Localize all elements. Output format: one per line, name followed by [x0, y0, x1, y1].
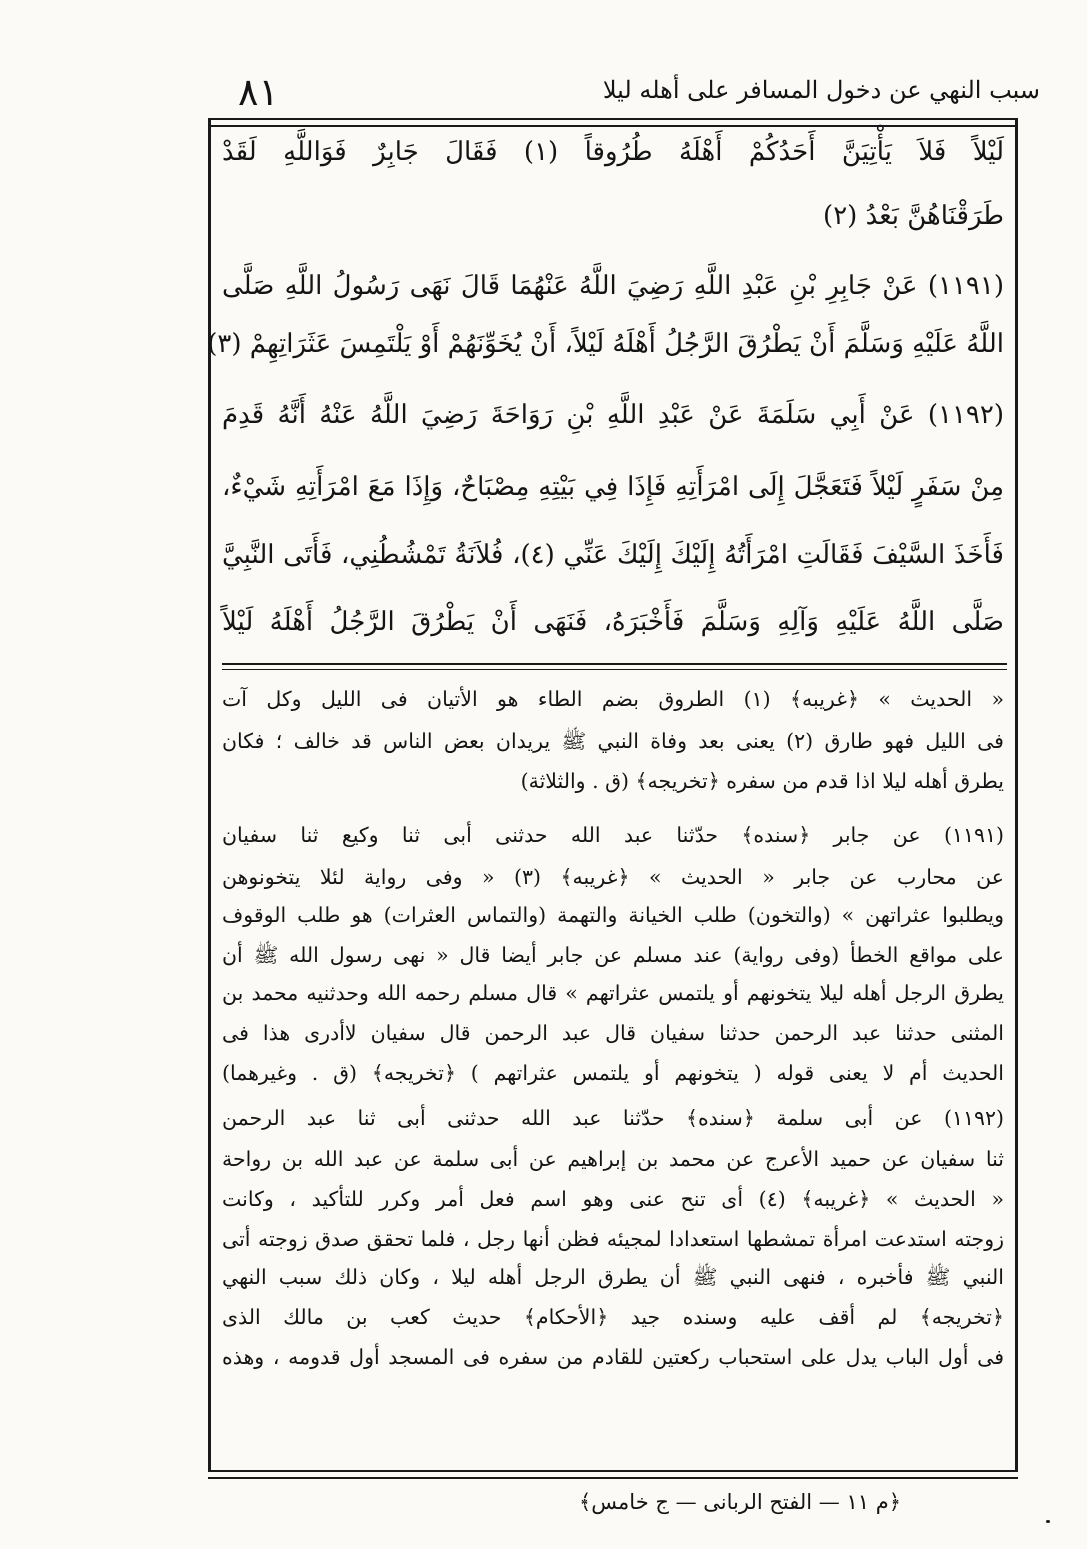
main-text-line: اللَّهُ عَلَيْهِ وَسَلَّمَ أَنْ يَطْرُقَ الرَّجُلُ أَهْلَهُ لَيْلاً، أَنْ يُخَوِّنَهُمْ أَوْ يَلْتَمِسَ عَثَرَاتِهِمْ (٣) — [207, 329, 1004, 359]
main-text-line: (١١٩٢) عَنْ أَبِي سَلَمَةَ عَنْ عَبْدِ اللَّهِ بْنِ رَوَاحَةَ رَضِيَ اللَّهُ عَنْهُ أَنَّهُ قَدِمَ — [222, 400, 1004, 430]
footnote-line: فى الليل فهو طارق (٢) يعنى بعد وفاة النبي ﷺ يريدان بعض الناس قد خالف ؛ فكان — [222, 729, 1004, 753]
main-text-line: لَيْلاً فَلاَ يَأْتِيَنَّ أَحَدُكُمْ أَهْلَهُ طُرُوقاً (١) فَقَالَ جَابِرٌ فَوَاللَّهِ لَقَدْ — [222, 137, 1004, 167]
footnote-line: ﴿تخريجه﴾ لم أقف عليه وسنده جيد ﴿الأحكام﴾ حديث كعب بن مالك الذى — [222, 1305, 1004, 1329]
footnote-line: « الحديث » ﴿غريبه﴾ (٤) أى تنح عنى وهو اسم فعل أمر وكرر للتأكيد ، وكانت — [222, 1187, 1004, 1211]
main-text-line: مِنْ سَفَرٍ لَيْلاً فَتَعَجَّلَ إِلَى امْرَأَتِهِ فَإِذَا فِي بَيْتِهِ مِصْبَاحٌ، وَإِذَا مَعَ امْرَأَتِهِ شَيْءٌ، — [222, 472, 1004, 502]
running-title: سبب النهي عن دخول المسافر على أهله ليلا — [602, 76, 1040, 104]
page-header — [210, 66, 1050, 116]
footnote-line: « الحديث » ﴿غريبه﴾ (١) الطروق بضم الطاء هو الأتيان فى الليل وكل آت — [222, 687, 1005, 711]
signature-footer: ﴿م ١١ — الفتح الربانى — ج خامس﴾ — [578, 1490, 902, 1514]
footnote-line: عن محارب عن جابر « الحديث » ﴿غريبه﴾ (٣) « وفى رواية لئلا يتخونوهن — [222, 865, 1004, 889]
ink-dot — [1046, 1520, 1050, 1523]
main-text-line: طَرَقْنَاهُنَّ بَعْدُ (٢) — [823, 201, 1004, 231]
footnote-line: فى أول الباب يدل على استحباب ركعتين للقادم من سفره فى المسجد أول قدومه ، وهذه — [222, 1345, 1005, 1369]
footnote-line: زوجته استدعت امرأة تمشطها استعدادا لمجيئه فظن أنها رجل ، فلما تحقق صدق زوجته أتى — [222, 1227, 1004, 1251]
footnote-line: (١١٩١) عن جابر ﴿سنده﴾ حدّثنا عبد الله حدثنى أبى ثنا وكيع ثنا سفيان — [222, 823, 1004, 847]
footnote-line: يطرق الرجل أهله ليلا يتخونهم أو يلتمس عثراتهم » قال مسلم رحمه الله وحدثنيه محمد بن — [222, 981, 1004, 1005]
footnote-line: يطرق أهله ليلا اذا قدم من سفره ﴿تخريجه﴾ (ق . والثلاثة) — [520, 769, 1004, 793]
footnote-line: (١١٩٢) عن أبى سلمة ﴿سنده﴾ حدّثنا عبد الله حدثنى أبى ثنا عبد الرحمن — [222, 1106, 1004, 1130]
footnote-line: ثنا سفيان عن حميد الأعرج عن محمد بن إبراهيم عن أبى سلمة عن عبد الله بن رواحة — [222, 1147, 1004, 1171]
page-number: ٨١ — [238, 70, 279, 114]
footnote-line: النبي ﷺ فأخبره ، فنهى النبي ﷺ أن يطرق الرجل أهله ليلا ، وكان ذلك سبب النهي — [222, 1265, 1004, 1289]
footnote-line: ويطلبوا عثراتهن » (والتخون) طلب الخيانة والتهمة (والتماس العثرات) هو طلب الوقوف — [222, 903, 1004, 927]
main-text-line: فَأَخَذَ السَّيْفَ فَقَالَتِ امْرَأَتُهُ إِلَيْكَ إِلَيْكَ عَنِّي (٤)، فُلاَنَةُ تَمْشُطُنِي، فَأَتَى النَّبِيَّ — [222, 540, 1004, 570]
main-text-line: صَلَّى اللَّهُ عَلَيْهِ وَآلِهِ وَسَلَّمَ فَأَخْبَرَهُ، فَنَهَى أَنْ يَطْرُقَ الرَّجُلُ أَهْلَهُ لَيْلاً — [222, 607, 1004, 637]
footnote-separator — [222, 663, 1007, 670]
footnote-line: المثنى حدثنا عبد الرحمن حدثنا سفيان قال عبد الرحمن قال سفيان لاأدرى هذا فى — [222, 1021, 1004, 1045]
footnote-line: على مواقع الخطأ (وفى رواية) عند مسلم عن جابر أيضا قال « نهى رسول الله ﷺ أن — [222, 943, 1004, 967]
main-text-line: (١١٩١) عَنْ جَابِرِ بْنِ عَبْدِ اللَّهِ رَضِيَ اللَّهُ عَنْهُمَا قَالَ نَهَى رَسُولُ اللَّهِ صَلَّى — [222, 271, 1004, 301]
bottom-double-rule — [208, 1470, 1018, 1479]
footnote-line: الحديث أم لا يعنى قوله ( يتخونهم أو يلتمس عثراتهم ) ﴿تخريجه﴾ (ق . وغيرهما) — [222, 1061, 1004, 1085]
